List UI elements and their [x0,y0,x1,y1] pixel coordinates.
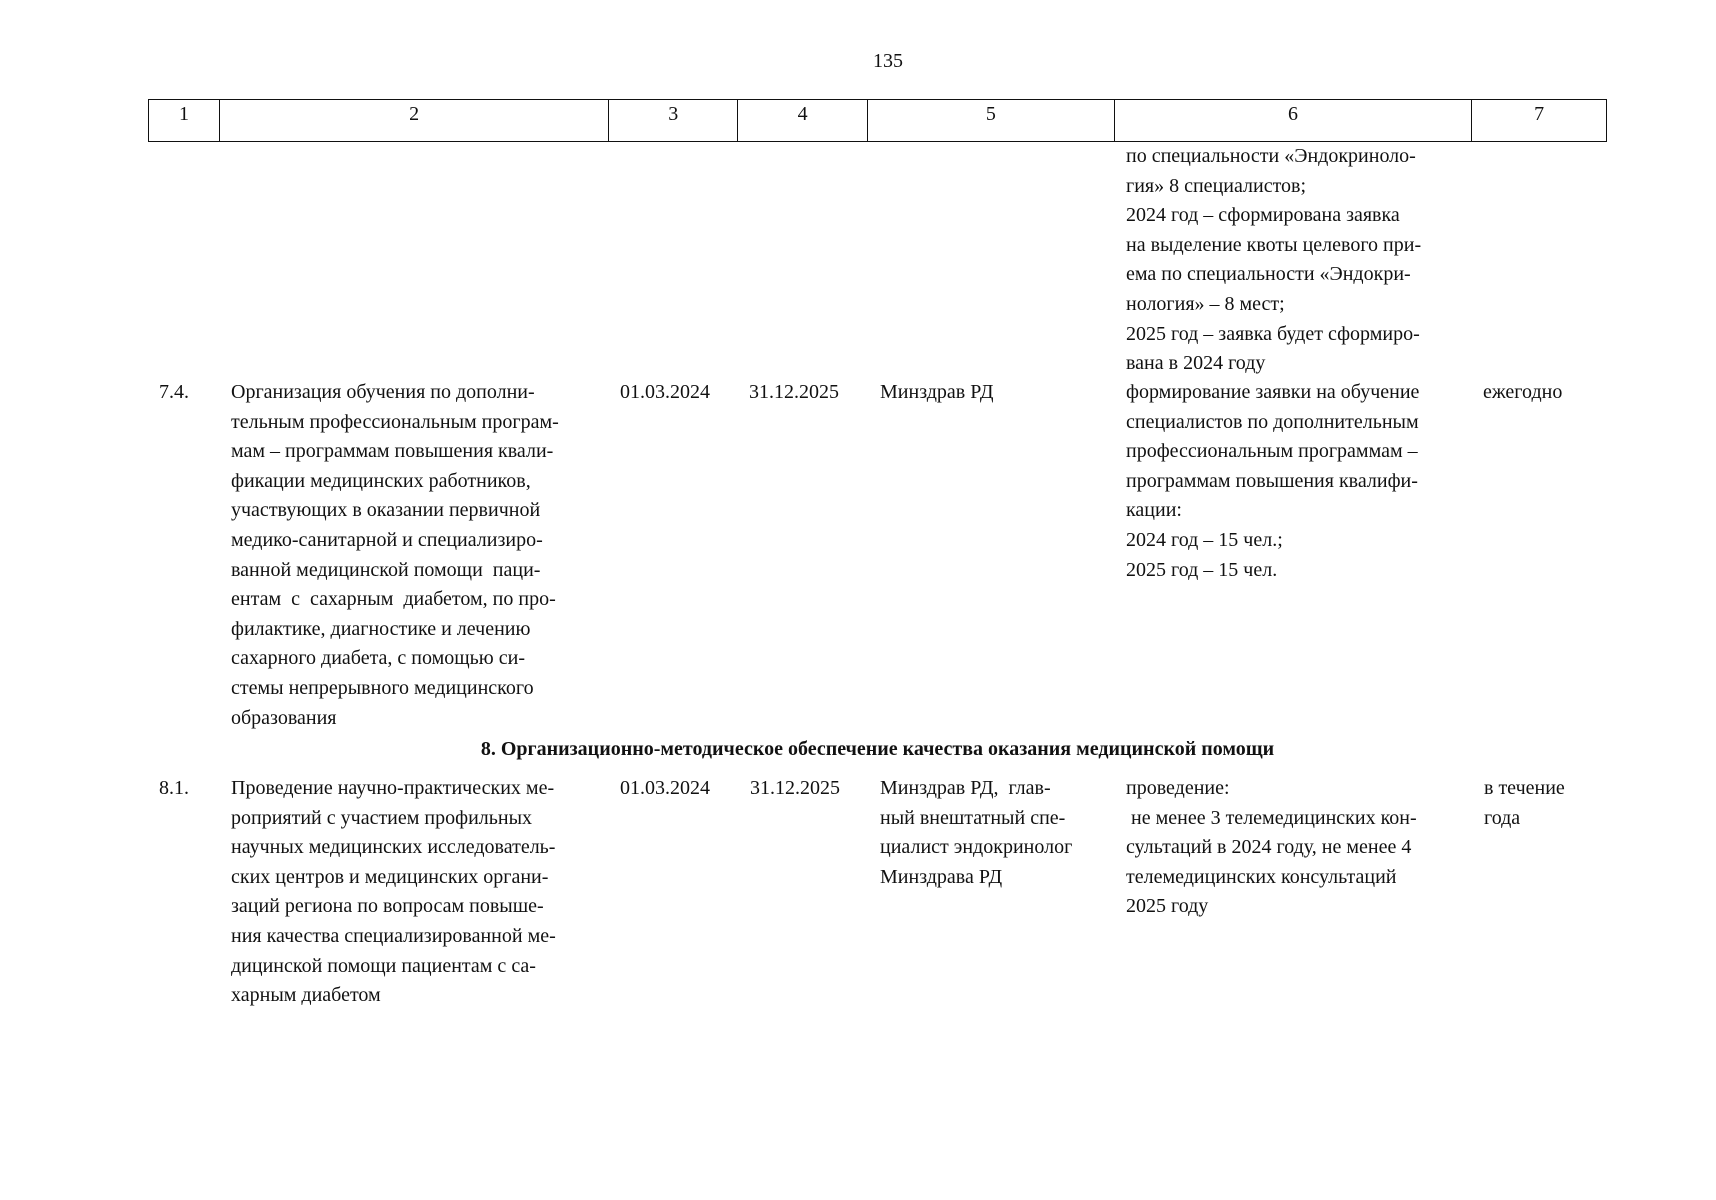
start-date: 01.03.2024 [620,777,710,799]
column-header-7: 7 [1534,103,1545,125]
column-header-5: 5 [868,100,1115,141]
measure-title: Проведение научно-практических ме- роприятий с участием профильных научных медицинских исследователь- ских центров и медицинских органи- заций региона по вопросам повыше- ния качества специализированной ме- дицинской помощи пациентам с са- харным диабетом [231,777,556,1007]
expected-result: проведение: не менее 3 телемедицинских кон- сультаций в 2024 году, не менее 4 телемедицинских консультаций 2025 году [1126,777,1417,918]
page-number: 135 [873,50,903,72]
column-header-3: 3 [609,100,738,141]
table-header-row [148,99,1607,142]
row-number: 7.4. [159,381,189,403]
row-number: 8.1. [159,777,189,799]
section-heading: 8. Организационно-методическое обеспечение качества оказания медицинской помощи [480,738,1275,760]
measure-title: Организация обучения по дополни- тельным профессиональным програм- мам – программам повышения квали- фикации медицинских работников, участвующих в оказании первичной медико-санитарной и специализиро- ванной медицинской помощи паци- ентам с сахарным диабетом, по про- филактике, диагностике и лечению сахарного диабета, с помощью си- стемы непрерывного медицинского образования [231,381,559,729]
continuation-result-text: по специальности «Эндокриноло- гия» 8 специалистов; 2024 год – сформирована заявка на выделение квоты целевого при- ема по специальности «Эндокри- нология» – 8 мест; 2025 год – заявка будет сформиро- вана в 2024 году [1126,145,1422,375]
start-date: 01.03.2024 [620,381,710,403]
responsible: Минздрав РД [880,381,994,403]
end-date: 31.12.2025 [749,381,839,403]
column-header-6: 6 [1115,100,1473,141]
column-header-2: 2 [220,100,609,141]
responsible: Минздрав РД, глав- ный внештатный спе- циалист эндокринолог Минздрава РД [880,777,1073,888]
periodicity: ежегодно [1483,381,1563,403]
periodicity: в течение года [1484,777,1565,829]
expected-result: формирование заявки на обучение специалистов по дополнительным профессиональным программам – программам повышения квалифи- кации: 2024 год – 15 чел.; 2025 год – 15 чел. [1126,381,1420,581]
end-date: 31.12.2025 [750,777,840,799]
column-header-4: 4 [738,100,868,141]
column-header-1: 1 [149,100,220,141]
